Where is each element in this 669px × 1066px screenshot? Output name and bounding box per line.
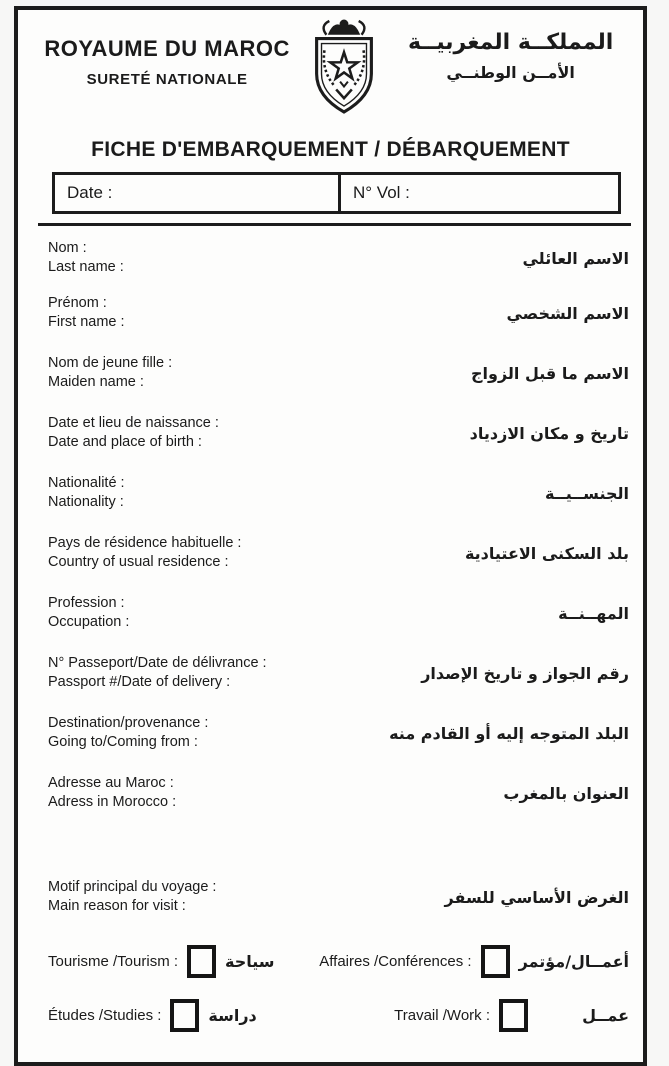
field-row-first-name[interactable] <box>48 294 629 332</box>
field-label-en: First name : <box>48 314 125 330</box>
field-label-en: Country of usual residence : <box>48 554 229 570</box>
field-label-ar: المهــنــة <box>558 603 629 623</box>
field-label-ar: تاريخ و مكان الازدياد <box>469 423 629 443</box>
reason-label-fr-en: Travail /Work : <box>394 1006 490 1024</box>
reason-option-studies <box>48 999 257 1032</box>
field-label-en: Nationality : <box>48 494 124 510</box>
field-label-fr: Date et lieu de naissance : <box>48 415 219 431</box>
field-label-fr: Profession : <box>48 595 125 611</box>
reason-checkbox-studies[interactable] <box>170 999 199 1032</box>
reason-label-fr-en: Tourisme /Tourism : <box>48 952 179 970</box>
reason-row-2 <box>48 998 629 1032</box>
field-label-ar: الاسم الشخصي <box>506 303 629 323</box>
country-name-fr: ROYAUME DU MAROC <box>44 36 290 61</box>
field-row-destination[interactable] <box>48 714 629 752</box>
field-label-en: Date and place of birth : <box>48 434 202 450</box>
field-label-ar: الاسم ما قبل الزواج <box>471 363 629 383</box>
form-header <box>18 10 643 130</box>
reason-label-ar: دراسة <box>208 1005 257 1025</box>
field-label-ar: رقم الجواز و تاريخ الإصدار <box>421 663 629 683</box>
date-field[interactable] <box>55 175 341 211</box>
field-label-fr: Adresse au Maroc : <box>48 775 174 791</box>
field-label-fr: Nom : <box>48 240 87 256</box>
field-label-fr: Motif principal du voyage : <box>48 879 217 895</box>
flight-number-label: N° Vol : <box>353 183 410 202</box>
reason-option-business <box>319 945 629 978</box>
field-label-ar: العنوان بالمغرب <box>503 783 629 803</box>
flight-info-box <box>52 172 621 214</box>
field-label-ar: الغرض الأساسي للسفر <box>444 887 629 907</box>
field-label-en: Occupation : <box>48 614 130 630</box>
field-label-ar: البلد المتوجه إليه أو القادم منه <box>389 723 629 743</box>
date-label: Date : <box>67 183 113 202</box>
field-row-residence[interactable] <box>48 534 629 572</box>
field-row-address-morocco[interactable] <box>48 774 629 812</box>
reason-checkbox-work[interactable] <box>499 999 528 1032</box>
reason-checkbox-tourism[interactable] <box>187 945 216 978</box>
field-label-en: Last name : <box>48 259 124 275</box>
reason-option-tourism <box>48 945 275 978</box>
country-name-ar: المملكــة المغربيــة <box>407 30 614 55</box>
field-row-nationality[interactable] <box>48 474 629 512</box>
field-label-fr: Prénom : <box>48 295 107 311</box>
header-arabic-block <box>388 30 633 82</box>
reason-label-fr-en: Études /Studies : <box>48 1006 162 1024</box>
travel-reason-section <box>18 938 643 1032</box>
reason-row-1 <box>48 944 629 978</box>
field-label-ar: الاسم العائلي <box>522 248 629 268</box>
field-row-passport[interactable] <box>48 654 629 692</box>
field-label-ar: الجنســيــة <box>545 483 629 503</box>
field-label-en: Maiden name : <box>48 374 144 390</box>
field-label-fr: N° Passeport/Date de délivrance : <box>48 655 267 671</box>
reason-checkbox-business[interactable] <box>481 945 510 978</box>
flight-number-field[interactable] <box>341 175 618 211</box>
field-row-last-name[interactable] <box>48 239 629 277</box>
fields-section <box>18 226 643 916</box>
reason-label-ar: سياحة <box>225 951 275 971</box>
reason-label-fr-en: Affaires /Conférences : <box>319 952 472 970</box>
field-label-fr: Nationalité : <box>48 475 125 491</box>
field-label-fr: Destination/provenance : <box>48 715 209 731</box>
field-label-fr: Pays de résidence habituelle : <box>48 535 242 551</box>
field-row-reason[interactable] <box>48 878 629 916</box>
agency-name-fr: SURETÉ NATIONALE <box>86 71 248 88</box>
coat-of-arms-icon <box>300 16 388 121</box>
agency-name-ar: الأمــن الوطنــي <box>446 63 575 82</box>
form-title: FICHE D'EMBARQUEMENT / DÉBARQUEMENT <box>91 138 570 161</box>
field-row-birth[interactable] <box>48 414 629 452</box>
field-row-occupation[interactable] <box>48 594 629 632</box>
field-label-en: Adress in Morocco : <box>48 794 177 810</box>
header-french-block <box>34 30 300 88</box>
reason-option-work <box>394 999 629 1032</box>
reason-label-ar: أعمــال/مؤتمر <box>518 951 629 971</box>
field-label-en: Going to/Coming from : <box>48 734 198 750</box>
field-row-maiden-name[interactable] <box>48 354 629 392</box>
field-label-en: Main reason for visit : <box>48 898 186 914</box>
form-outer-border <box>14 6 647 1066</box>
field-label-fr: Nom de jeune fille : <box>48 355 173 371</box>
field-label-ar: بلد السكنى الاعتيادية <box>464 543 629 563</box>
reason-label-ar: عمــل <box>582 1005 629 1025</box>
field-label-en: Passport #/Date of delivery : <box>48 674 231 690</box>
